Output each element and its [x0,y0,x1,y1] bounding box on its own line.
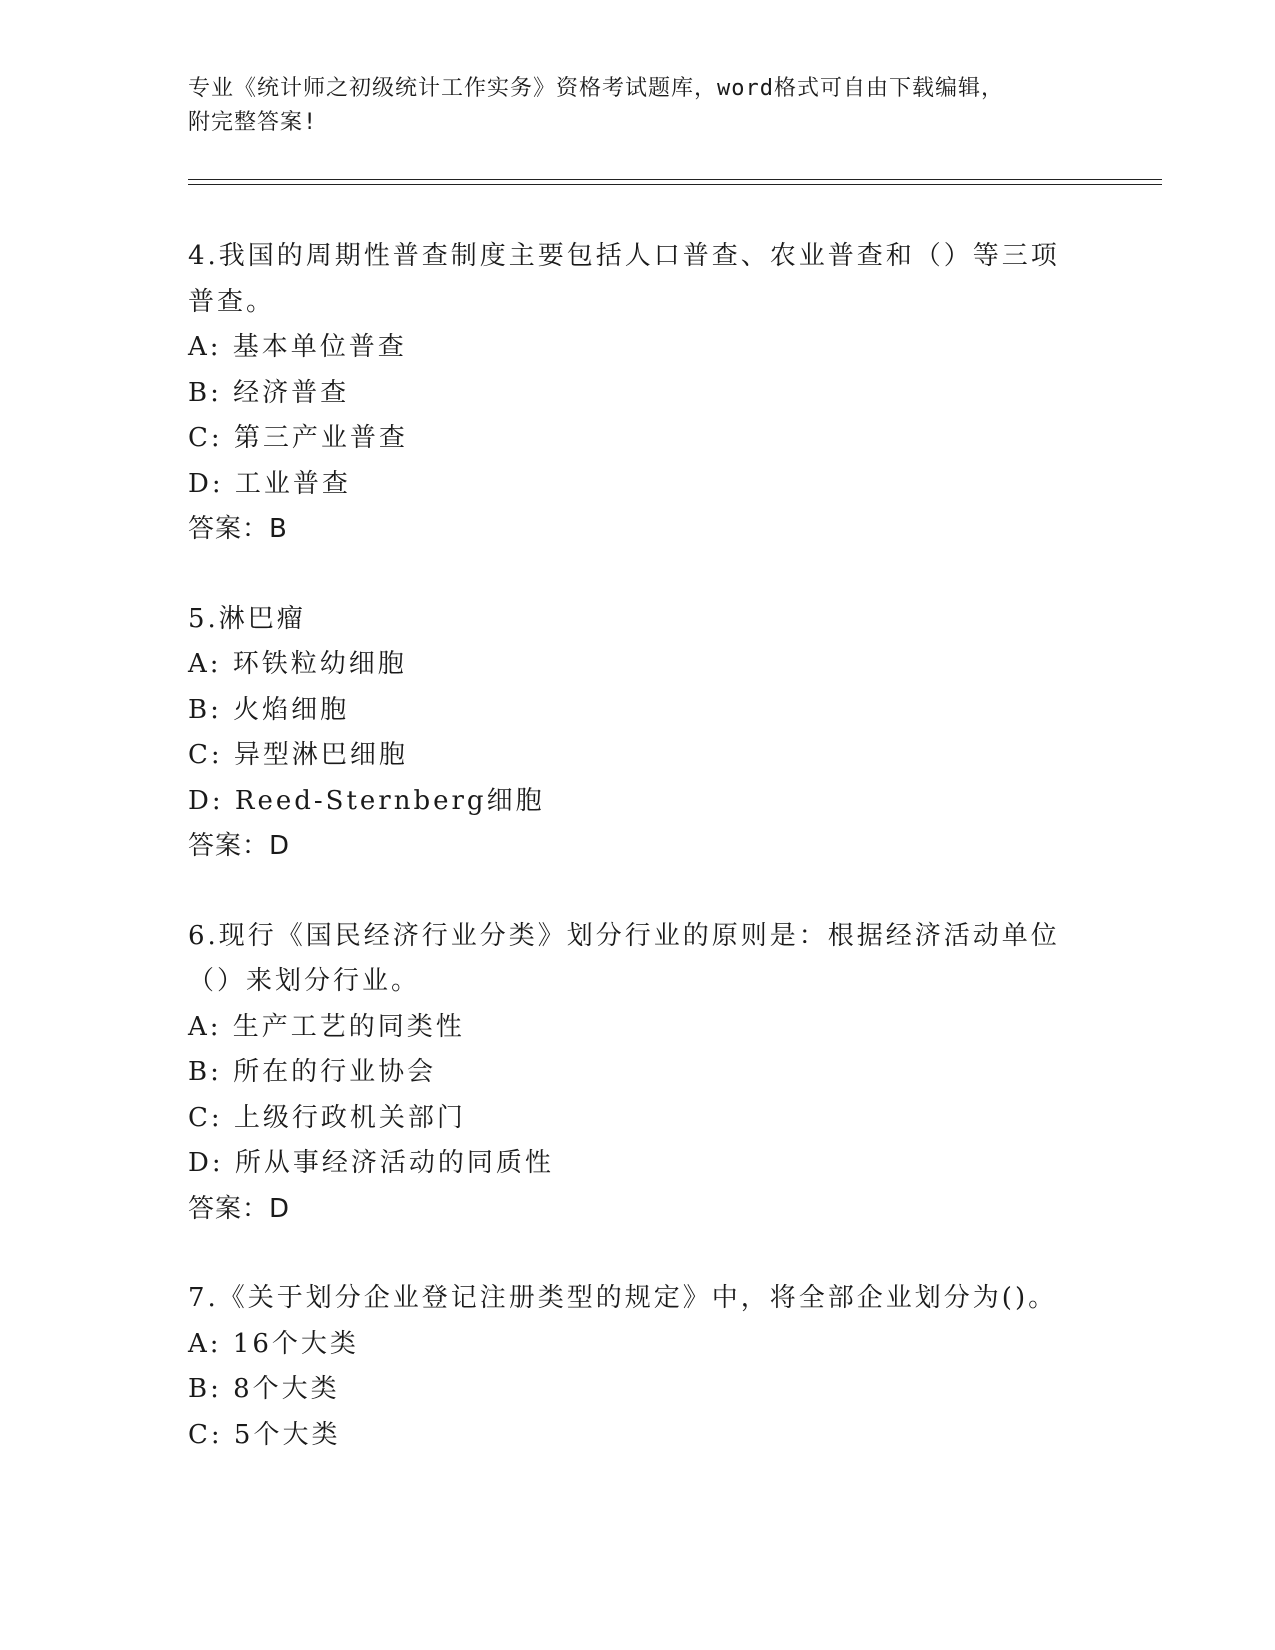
option-d: D: 工业普查 [188,468,351,499]
option-a: A: 基本单位普查 [188,332,407,362]
stem-line: 7.《关于划分企业登记注册类型的规定》中，将全部企业划分为()。 [188,1283,1058,1313]
option-c: C: 5个大类 [188,1419,341,1450]
document-header [188,72,1088,140]
option-b: B: 经济普查 [188,377,350,408]
option-b: B: 火焰细胞 [188,694,350,725]
stem-line: （）来划分行业。 [188,966,421,996]
question-5 [188,597,1088,870]
option-a: A: 16个大类 [188,1328,359,1359]
answer-line: 答案：B [188,514,288,544]
option-c: C: 上级行政机关部门 [188,1102,466,1133]
option-a: A: 生产工艺的同类性 [188,1011,465,1042]
question-list [188,234,1088,1502]
question-stem [188,234,1088,325]
option-a: A: 环铁粒幼细胞 [188,649,407,679]
question-stem [188,597,1088,643]
question-stem [188,1276,1088,1322]
header-divider-top [188,179,1162,180]
header-line-1: 专业《统计师之初级统计工作实务》资格考试题库，word格式可自由下载编辑， [188,76,1004,101]
option-b: B: 所在的行业协会 [188,1057,437,1087]
answer-line: 答案：D [188,831,291,861]
option-c: C: 第三产业普查 [188,423,408,453]
question-4 [188,234,1088,553]
header-divider-bottom [188,184,1162,185]
header-line-2: 附完整答案! [188,110,318,135]
option-b: B: 8个大类 [188,1374,340,1404]
answer-line: 答案：D [188,1193,291,1224]
option-d: D: 所从事经济活动的同质性 [188,1148,554,1178]
option-c: C: 异型淋巴细胞 [188,740,408,770]
stem-line: 6.现行《国民经济行业分类》划分行业的原则是：根据经济活动单位 [188,920,1060,951]
option-d: D: Reed-Sternberg细胞 [188,785,545,816]
stem-line: 5.淋巴瘤 [188,603,306,634]
question-7 [188,1276,1088,1458]
question-stem [188,914,1088,1005]
question-6 [188,914,1088,1233]
stem-line: 普查。 [188,286,276,317]
stem-line: 4.我国的周期性普查制度主要包括人口普查、农业普查和（）等三项 [188,241,1060,271]
